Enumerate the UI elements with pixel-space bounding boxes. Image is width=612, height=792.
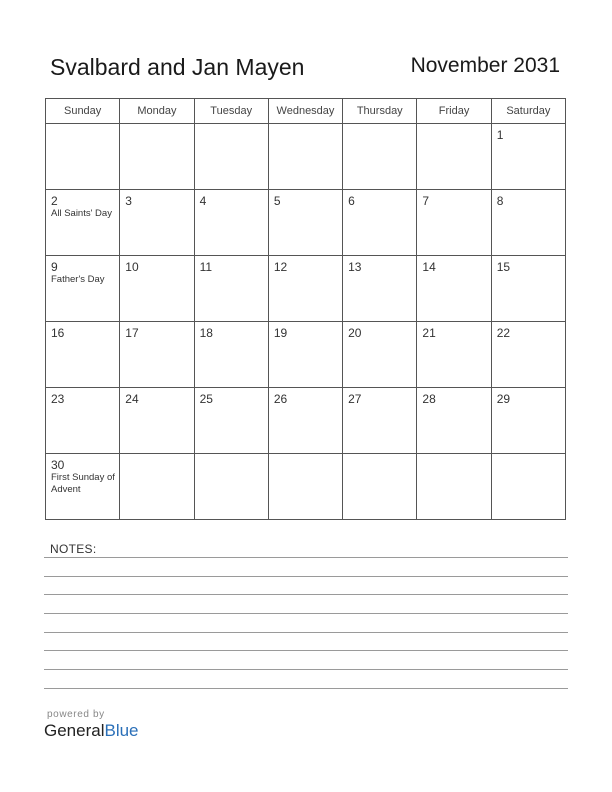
day-number: 15 [496,260,511,274]
calendar-day-cell [417,124,491,190]
calendar-day-cell [343,454,417,520]
calendar-day-cell [120,256,194,322]
calendar-day-cell [120,190,194,256]
calendar-week-row [46,388,566,454]
calendar-day-cell [343,388,417,454]
calendar-day-cell [268,454,342,520]
day-number: 21 [422,326,436,340]
weekday-header: Sunday [46,99,120,124]
calendar-day-cell [268,124,342,190]
day-number: 28 [422,392,436,406]
note-line [44,557,568,558]
calendar-day-cell [194,256,268,322]
day-number: 2 [51,194,58,208]
calendar-day-cell [194,190,268,256]
day-number: 29 [496,392,511,406]
calendar-week-row [46,256,566,322]
holiday-label: Father's Day [51,274,105,285]
calendar-day-cell [120,454,194,520]
calendar-day-cell [46,388,120,454]
day-number: 4 [199,194,207,208]
calendar-week-row [46,190,566,256]
weekday-header: Saturday [491,99,565,124]
calendar-day-cell [46,322,120,388]
day-number: 8 [496,194,504,208]
day-number: 20 [348,326,362,340]
calendar-day-cell [417,388,491,454]
day-number: 1 [496,128,504,142]
calendar-month-title: November 2031 [410,54,560,77]
calendar-day-cell [120,322,194,388]
day-number: 3 [125,194,132,208]
weekday-header: Friday [417,99,491,124]
note-line [44,576,568,577]
calendar-day-cell [194,322,268,388]
day-number: 22 [496,326,511,340]
day-number: 26 [273,392,288,406]
calendar-day-cell [268,190,342,256]
day-number: 23 [51,392,65,406]
day-number: 10 [125,260,139,274]
day-number: 24 [125,392,139,406]
calendar-day-cell [491,322,565,388]
weekday-header-row [46,99,566,124]
note-line [44,650,568,651]
calendar-grid [45,98,566,520]
calendar-day-cell [194,388,268,454]
calendar-day-cell [343,256,417,322]
weekday-header: Tuesday [194,99,268,124]
calendar-country-title: Svalbard and Jan Mayen [50,54,305,80]
calendar-day-cell [120,124,194,190]
calendar-week-row [46,124,566,190]
calendar-day-cell [268,388,342,454]
calendar-day-cell [491,124,565,190]
calendar-day-cell [194,124,268,190]
calendar-day-cell [343,124,417,190]
brand-name-part1: General [44,721,105,740]
calendar-week-row [46,454,566,520]
calendar-day-cell [417,322,491,388]
note-line [44,594,568,595]
calendar-day-cell [46,454,120,520]
calendar-week-row [46,322,566,388]
calendar-day-cell [46,190,120,256]
day-number: 18 [199,326,213,340]
calendar-day-cell [491,256,565,322]
day-number: 14 [422,260,436,274]
day-number: 25 [199,392,213,406]
calendar-day-cell [343,190,417,256]
powered-by-text: powered by [47,709,105,720]
note-line [44,688,568,689]
calendar-day-cell [46,124,120,190]
day-number: 9 [51,260,58,274]
calendar-day-cell [417,454,491,520]
brand-name-part2: Blue [104,721,139,740]
day-number: 7 [422,194,430,208]
calendar-day-cell [417,190,491,256]
notes-label: NOTES: [50,542,97,556]
calendar-day-cell [491,190,565,256]
calendar-day-cell [343,322,417,388]
generalblue-logo[interactable] [44,721,139,741]
calendar-day-cell [268,322,342,388]
weekday-header: Thursday [343,99,417,124]
day-number: 19 [273,326,288,340]
day-number: 11 [199,260,213,274]
calendar-day-cell [120,388,194,454]
day-number: 6 [348,194,355,208]
day-number: 16 [51,326,65,340]
day-number: 13 [348,260,362,274]
calendar-day-cell [491,454,565,520]
note-line [44,613,568,614]
holiday-label: All Saints' Day [51,208,112,219]
note-line [44,632,568,633]
weekday-header: Monday [120,99,194,124]
note-line [44,669,568,670]
calendar-day-cell [194,454,268,520]
day-number: 5 [273,194,281,208]
holiday-label: First Sunday of Advent [51,472,115,495]
day-number: 27 [348,392,362,406]
day-number: 17 [125,326,139,340]
day-number: 12 [273,260,288,274]
weekday-header: Wednesday [268,99,342,124]
calendar-day-cell [268,256,342,322]
calendar-day-cell [491,388,565,454]
day-number: 30 [51,458,65,472]
calendar-day-cell [417,256,491,322]
calendar-day-cell [46,256,120,322]
